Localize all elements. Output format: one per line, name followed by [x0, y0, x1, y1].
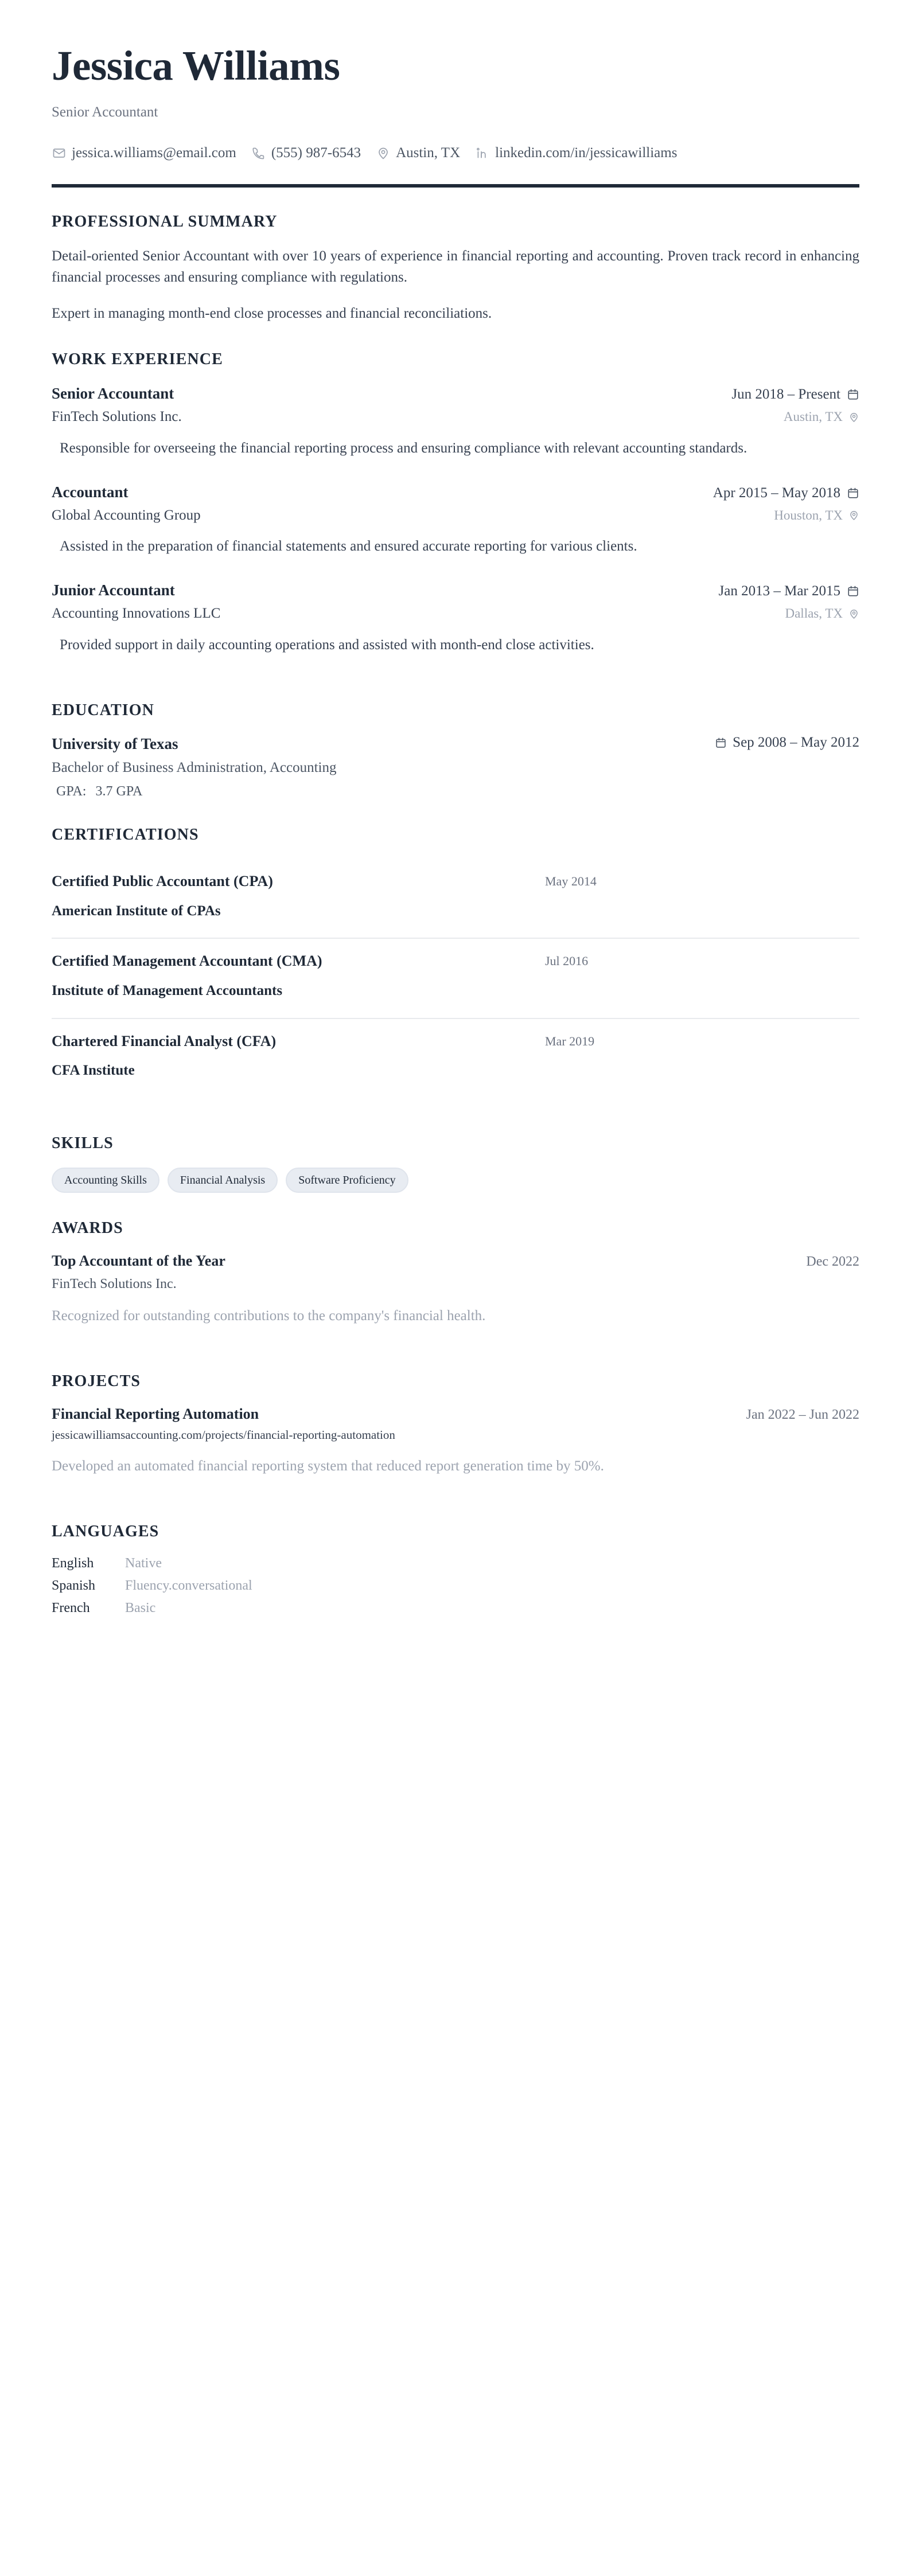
certification-name: Certified Public Accountant (CPA)	[52, 873, 273, 890]
certification-date: May 2014	[545, 874, 597, 889]
contact-location	[376, 145, 460, 161]
language-name: French	[52, 1601, 90, 1616]
languages-heading: LANGUAGES	[52, 1523, 159, 1541]
certification-name: Chartered Financial Analyst (CFA)	[52, 1032, 277, 1049]
experience-heading: WORK EXPERIENCE	[52, 350, 223, 369]
summary-heading: PROFESSIONAL SUMMARY	[52, 213, 278, 231]
map-pin-icon	[376, 146, 391, 161]
experience-title: Accountant	[52, 483, 129, 501]
education-heading: EDUCATION	[52, 701, 154, 720]
experience-date	[719, 583, 859, 599]
certification-issuer: American Institute of CPAs	[52, 903, 221, 919]
experience-entry	[52, 384, 859, 459]
experience-date	[731, 387, 859, 403]
section-languages	[52, 1523, 859, 1616]
experience-org: Global Accounting Group	[52, 507, 201, 523]
experience-location-text: Dallas, TX	[785, 606, 843, 621]
envelope-icon	[52, 146, 67, 161]
contact-email[interactable]	[52, 145, 236, 161]
experience-location	[785, 606, 859, 621]
calendar-icon	[847, 388, 859, 401]
experience-entry	[52, 482, 859, 557]
award-date: Dec 2022	[806, 1254, 859, 1269]
language-level: Basic	[125, 1601, 156, 1616]
candidate-role: Senior Accountant	[52, 104, 158, 120]
experience-date-text: Jan 2013 – Mar 2015	[718, 583, 840, 599]
skill-pill: Financial Analysis	[168, 1168, 278, 1193]
certification-entry	[52, 1019, 859, 1098]
experience-description: Provided support in daily accounting operations and assisted with month-end close activities.	[60, 637, 594, 653]
calendar-icon	[715, 737, 727, 749]
experience-description: Responsible for overseeing the financial reporting process and ensuring compliance with relevant accounting standards.	[60, 440, 748, 456]
experience-location	[774, 508, 859, 523]
experience-date-text: Apr 2015 – May 2018	[713, 485, 840, 501]
education-degree: Bachelor of Business Administration, Accounting	[52, 759, 337, 775]
certification-entry	[52, 939, 859, 1017]
calendar-icon	[847, 487, 859, 499]
contact-location-text: Austin, TX	[396, 145, 461, 161]
phone-icon	[251, 146, 266, 161]
language-name: Spanish	[52, 1578, 96, 1594]
skill-pill: Accounting Skills	[52, 1168, 159, 1193]
experience-location-text: Austin, TX	[783, 409, 843, 424]
experience-entry	[52, 580, 859, 655]
section-experience	[52, 350, 859, 655]
language-row	[52, 1556, 859, 1571]
map-pin-icon	[848, 510, 859, 521]
project-url[interactable]: jessicawilliamsaccounting.com/projects/financial-reporting-automation	[52, 1428, 395, 1442]
section-certifications	[52, 826, 859, 1098]
project-description: Developed an automated financial reporting system that reduced report generation time by 50%.	[52, 1458, 604, 1474]
experience-location-text: Houston, TX	[774, 508, 843, 522]
project-entry	[52, 1406, 859, 1477]
experience-date	[713, 485, 859, 501]
contact-phone-text: (555) 987-6543	[271, 145, 361, 161]
certification-date: Jul 2016	[545, 954, 589, 969]
section-skills	[52, 1134, 859, 1193]
certification-issuer: Institute of Management Accountants	[52, 983, 283, 999]
education-gpa-value: 3.7 GPA	[95, 784, 143, 799]
award-description: Recognized for outstanding contributions to the company's financial health.	[52, 1307, 486, 1324]
award-org: FinTech Solutions Inc.	[52, 1276, 177, 1291]
section-awards	[52, 1219, 859, 1326]
map-pin-icon	[848, 608, 859, 619]
certification-date: Mar 2019	[545, 1033, 595, 1048]
section-summary	[52, 213, 859, 324]
education-date	[715, 735, 859, 751]
certification-issuer: CFA Institute	[52, 1063, 135, 1079]
awards-heading: AWARDS	[52, 1219, 123, 1237]
education-gpa	[56, 784, 859, 799]
language-row	[52, 1578, 859, 1594]
education-gpa-label: GPA:	[56, 784, 87, 799]
certifications-heading: CERTIFICATIONS	[52, 826, 199, 844]
linkedin-icon	[475, 146, 490, 161]
experience-location	[784, 409, 859, 424]
contact-linkedin-text: linkedin.com/in/jessicawilliams	[495, 145, 678, 161]
calendar-icon	[847, 585, 859, 598]
award-title: Top Accountant of the Year	[52, 1252, 225, 1269]
contact-email-text: jessica.williams@email.com	[72, 145, 236, 161]
language-level: Fluency.conversational	[125, 1578, 252, 1594]
language-level: Native	[125, 1556, 162, 1571]
contact-phone[interactable]	[251, 145, 361, 161]
certification-entry	[52, 859, 859, 938]
contact-linkedin[interactable]	[475, 145, 677, 161]
education-school: University of Texas	[52, 735, 178, 752]
header-divider	[52, 184, 859, 188]
certification-name: Certified Management Accountant (CMA)	[52, 953, 322, 970]
candidate-name: Jessica Williams	[52, 42, 340, 89]
project-date: Jan 2022 – Jun 2022	[746, 1407, 859, 1423]
experience-description: Assisted in the preparation of financial statements and ensured accurate reporting for various clients.	[60, 538, 637, 555]
award-entry	[52, 1252, 859, 1326]
skills-heading: SKILLS	[52, 1134, 114, 1152]
experience-org: Accounting Innovations LLC	[52, 606, 221, 622]
summary-paragraph: Detail-oriented Senior Accountant with over 10 years of experience in financial reporting and accounting. Proven track record in enhancing financial processes and ensuring compliance with regulations.	[52, 248, 859, 285]
projects-heading: PROJECTS	[52, 1372, 141, 1391]
education-date-text: Sep 2008 – May 2012	[733, 735, 859, 751]
project-title: Financial Reporting Automation	[52, 1406, 259, 1423]
experience-title: Senior Accountant	[52, 385, 174, 403]
experience-date-text: Jun 2018 – Present	[731, 387, 840, 403]
skill-pill: Software Proficiency	[286, 1168, 408, 1193]
section-education	[52, 701, 859, 799]
summary-paragraph: Expert in managing month-end close processes and financial reconciliations.	[52, 305, 492, 321]
language-name: English	[52, 1556, 94, 1571]
language-row	[52, 1601, 859, 1616]
experience-title: Junior Accountant	[52, 581, 175, 599]
resume-header	[52, 42, 859, 188]
contact-row	[52, 145, 859, 161]
experience-org: FinTech Solutions Inc.	[52, 409, 182, 425]
map-pin-icon	[848, 412, 859, 423]
skills-list	[52, 1168, 859, 1193]
section-projects	[52, 1372, 859, 1477]
